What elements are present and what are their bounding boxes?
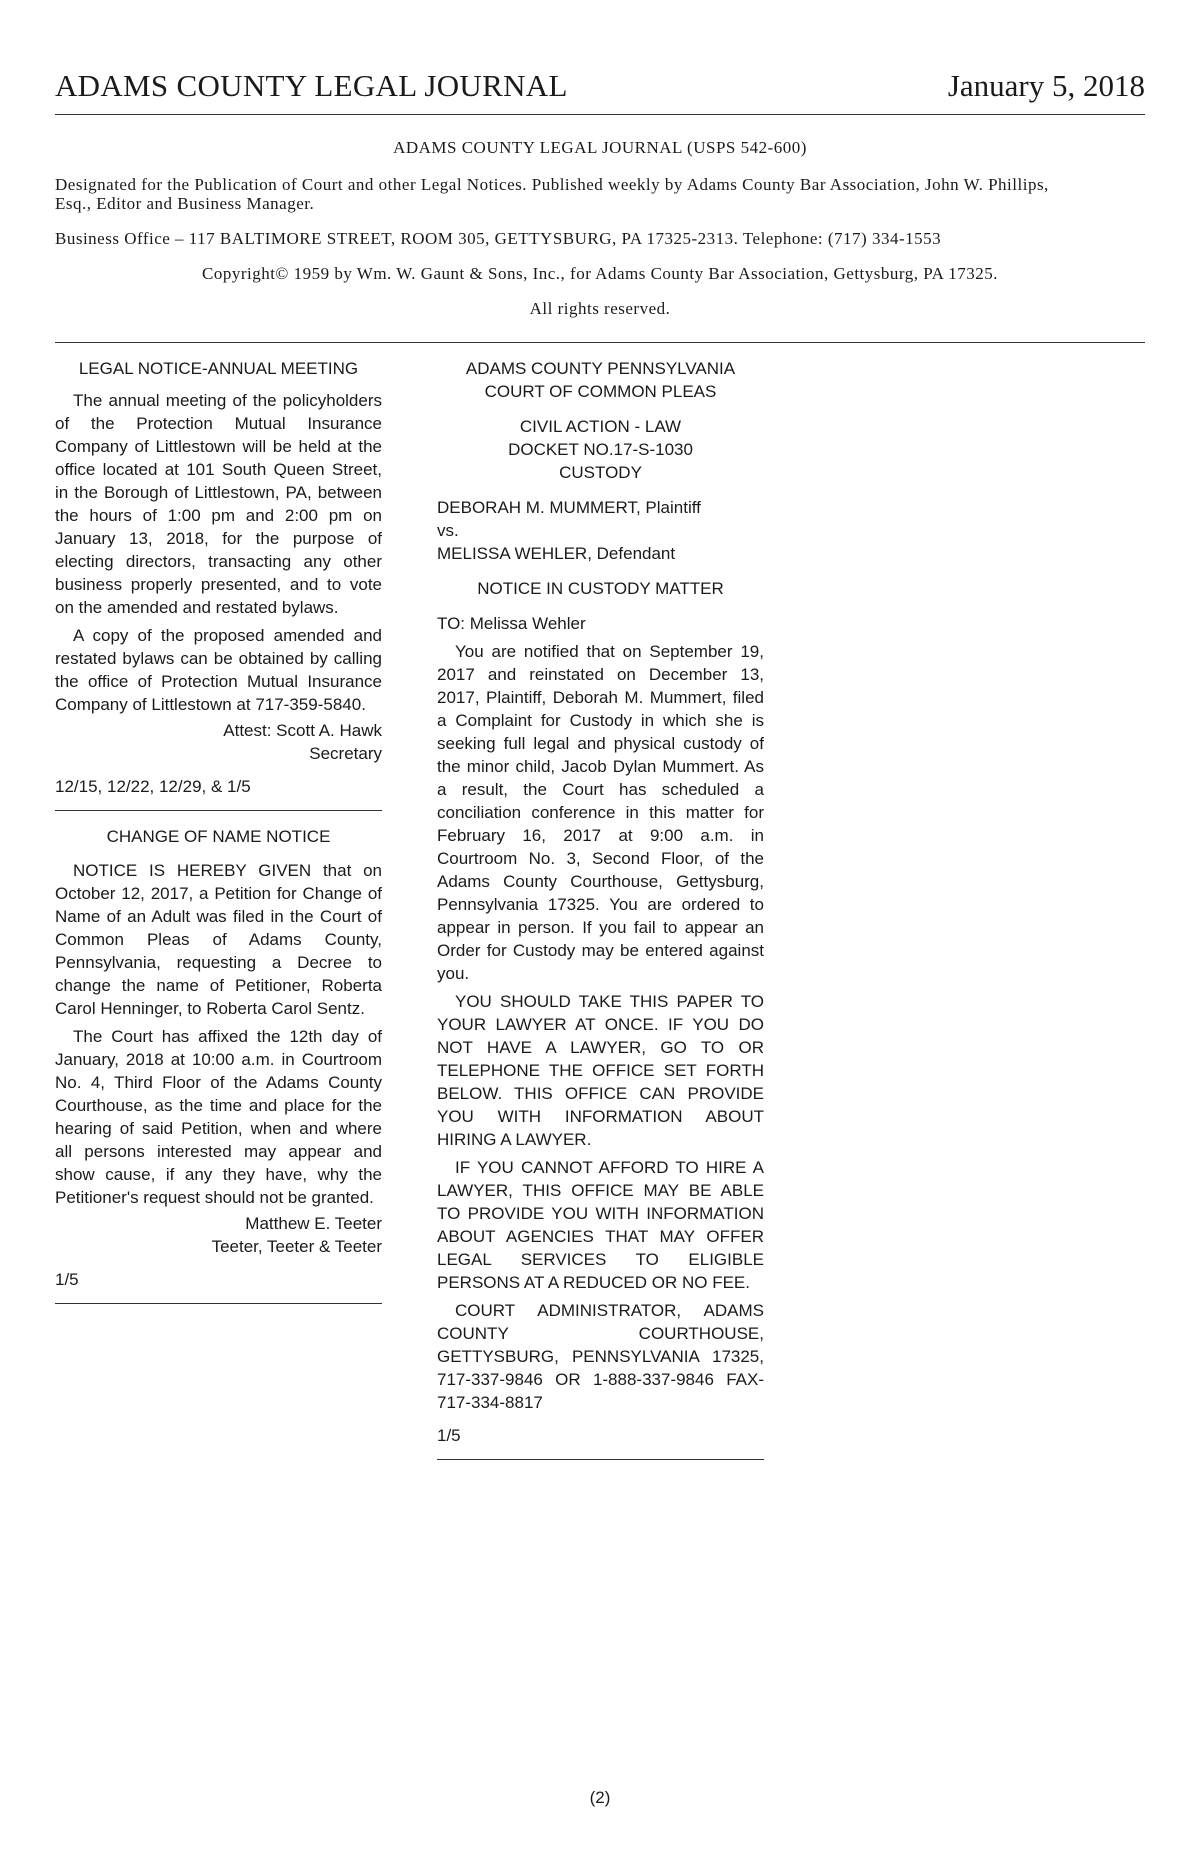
notice-title: NOTICE IN CUSTODY MATTER	[477, 579, 724, 598]
journal-name: ADAMS COUNTY LEGAL JOURNAL	[55, 68, 568, 103]
notice-paragraph: The annual meeting of the policyholders of the Protection Mutual Insurance Company of Littlestown will be held at the office located at 101 South Queen Street, in the Borough of Littlestown, PA, between the hours of 1:00 pm and 2:00 pm on January 13, 2018, for the purpose of electing directors, transacting any other business properly presented, and to vote on the amended and restated bylaws.	[55, 391, 382, 617]
case-type: CUSTODY	[559, 463, 642, 482]
usps-line: ADAMS COUNTY LEGAL JOURNAL (USPS 542-600)	[393, 138, 807, 157]
notice-paragraph: YOU SHOULD TAKE THIS PAPER TO YOUR LAWYER AT ONCE. IF YOU DO NOT HAVE A LAWYER, GO TO OR TELEPHONE THE OFFICE SET FORTH BELOW. THIS OFFICE CAN PROVIDE YOU WITH INFORMATION ABOUT HIRING A LAWYER.	[437, 992, 764, 1149]
notice-paragraph: NOTICE IS HEREBY GIVEN that on October 12, 2017, a Petition for Change of Name of an Adult was filed in the Court of Common Pleas of Adams County, Pennsylvania, requesting a Decree to change the name of Petitioner, Roberta Carol Henninger, to Roberta Carol Sentz.	[55, 861, 382, 1018]
defendant: MELISSA WEHLER, Defendant	[437, 544, 676, 563]
attest-line: Attest: Scott A. Hawk	[223, 721, 382, 740]
notice-divider	[437, 1459, 764, 1460]
notice-divider	[55, 810, 382, 811]
page-number: (2)	[589, 1788, 611, 1807]
designation-statement: Designated for the Publication of Court and other Legal Notices. Published weekly by Adams County Bar Association, John W. Phillips, Esq., Editor and Business Manager.	[55, 175, 1049, 213]
notice-title: CHANGE OF NAME NOTICE	[106, 827, 331, 846]
publication-info	[55, 138, 1145, 318]
attest-title: Secretary	[309, 744, 382, 763]
annual-meeting-notice	[55, 357, 382, 811]
plaintiff: DEBORAH M. MUMMERT, Plaintiff	[437, 498, 701, 517]
run-dates: 1/5	[55, 1270, 79, 1289]
action-type: CIVIL ACTION - LAW	[519, 417, 682, 436]
issue-date: January 5, 2018	[947, 68, 1145, 103]
court-county: ADAMS COUNTY PENNSYLVANIA	[465, 359, 736, 378]
left-column	[55, 357, 382, 1304]
notice-title: LEGAL NOTICE-ANNUAL MEETING	[78, 359, 359, 378]
addressee: TO: Melissa Wehler	[437, 614, 586, 633]
run-dates: 12/15, 12/22, 12/29, & 1/5	[55, 777, 251, 796]
signer-name: Matthew E. Teeter	[245, 1214, 382, 1233]
masthead	[55, 62, 1145, 115]
notice-paragraph: The Court has affixed the 12th day of January, 2018 at 10:00 a.m. in Courtroom No. 4, Third Floor of the Adams County Courthouse, as the time and place for the hearing of said Petition, when and where all persons interested may appear and show cause, if any they have, why the Petitioner's request should not be granted.	[55, 1027, 382, 1207]
docket-number: DOCKET NO.17-S-1030	[508, 440, 693, 459]
versus: vs.	[437, 521, 459, 540]
name-change-notice	[55, 825, 382, 1304]
notice-paragraph: IF YOU CANNOT AFFORD TO HIRE A LAWYER, THIS OFFICE MAY BE ABLE TO PROVIDE YOU WITH INFORMATION ABOUT AGENCIES THAT MAY OFFER LEGAL SERVICES TO ELIGIBLE PERSONS AT A REDUCED OR NO FEE.	[437, 1158, 764, 1292]
rights-line: All rights reserved.	[529, 299, 671, 318]
copyright-line: Copyright© 1959 by Wm. W. Gaunt & Sons, Inc., for Adams County Bar Association, Gettysburg, PA 17325.	[201, 264, 998, 283]
notice-paragraph: A copy of the proposed amended and restated bylaws can be obtained by calling the office of Protection Mutual Insurance Company of Littlestown at 717-359-5840.	[55, 626, 382, 714]
run-dates: 1/5	[437, 1426, 461, 1445]
business-office: Business Office – 117 BALTIMORE STREET, ROOM 305, GETTYSBURG, PA 17325-2313. Telephone: (717) 334-1553	[55, 229, 942, 248]
notice-paragraph: COURT ADMINISTRATOR, ADAMS COUNTY COURTHOUSE, GETTYSBURG, PENNSYLVANIA 17325, 717-337-9846 OR 1-888-337-9846 FAX- 717-334-8817	[437, 1301, 764, 1412]
custody-notice	[437, 357, 764, 1460]
header-divider	[55, 342, 1145, 343]
court-name: COURT OF COMMON PLEAS	[484, 382, 717, 401]
law-firm: Teeter, Teeter & Teeter	[211, 1237, 382, 1256]
notice-paragraph: You are notified that on September 19, 2017 and reinstated on December 13, 2017, Plaintiff, Deborah M. Mummert, filed a Complaint for Custody in which she is seeking full legal and physical custody of the minor child, Jacob Dylan Mummert. As a result, the Court has scheduled a conciliation conference in this matter for February 16, 2017 at 9:00 a.m. in Courtroom No. 3, Second Floor, of the Adams County Courthouse, Gettysburg, Pennsylvania 17325. You are ordered to appear in person. If you fail to appear an Order for Custody may be entered against you.	[437, 642, 764, 983]
middle-column	[437, 357, 764, 1460]
notice-divider	[55, 1303, 382, 1304]
